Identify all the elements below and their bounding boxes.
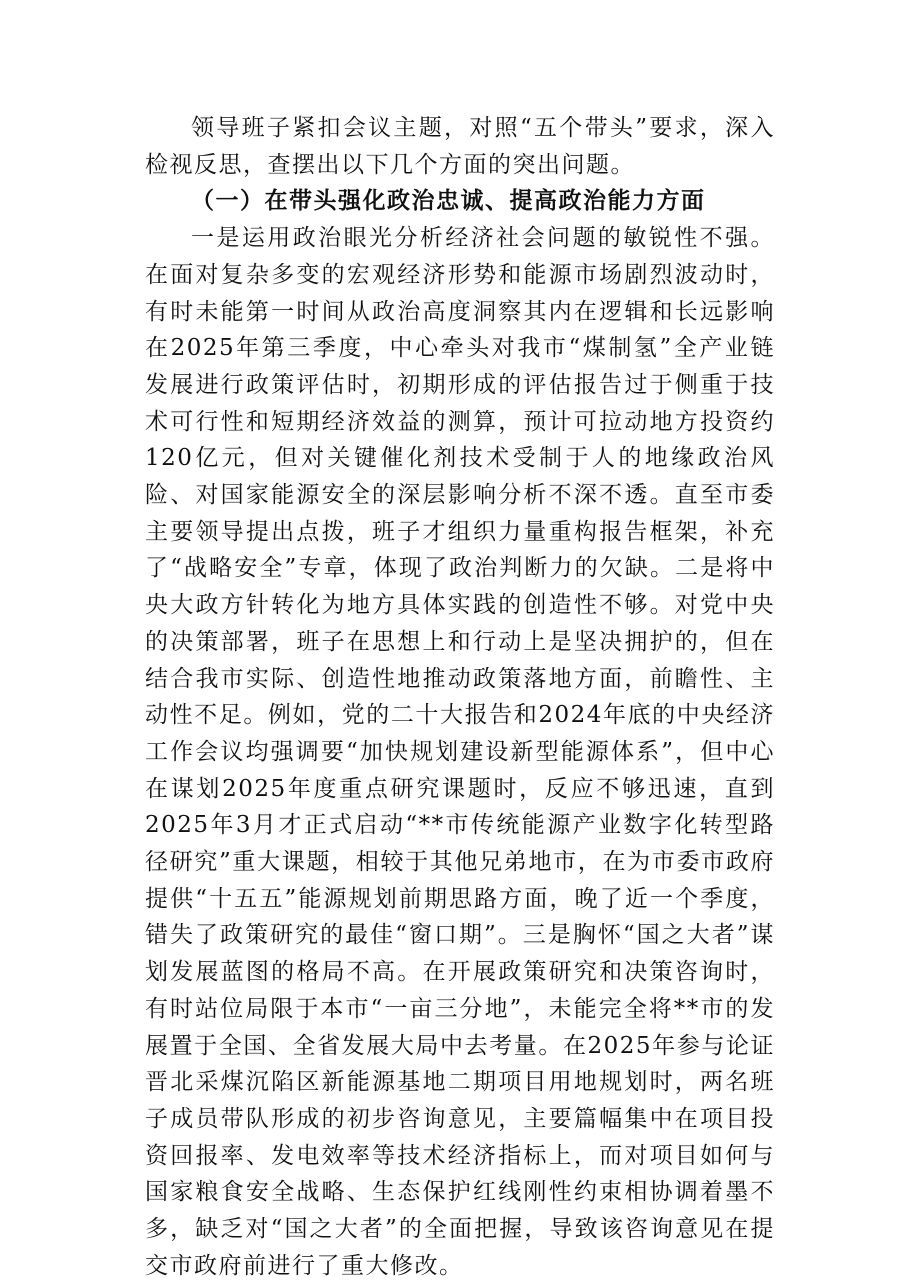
intro-paragraph: 领导班子紧扣会议主题，对照“五个带头”要求，深入检视反思，查摆出以下几个方面的突出问题。 <box>145 115 775 178</box>
document-body <box>145 110 775 1285</box>
section-heading: （一）在带头强化政治忠诚、提高政治能力方面 <box>191 187 706 215</box>
body-paragraph: 一是运用政治眼光分析经济社会问题的敏锐性不强。在面对复杂多变的宏观经济形势和能源市场剧烈波动时，有时未能第一时间从政治高度洞察其内在逻辑和长远影响在2025年第三季度，中心牵头对我市“煤制氢”全产业链发展进行政策评估时，初期形成的评估报告过于侧重于技术可行性和短期经济效益的测算，预计可拉动地方投资约120亿元，但对关键催化剂技术受制于人的地缘政治风险、对国家能源安全的深层影响分析不深不透。直至市委主要领导提出点拨，班子才组织力量重构报告框架，补充了“战略安全”专章，体现了政治判断力的欠缺。二是将中央大政方针转化为地方具体实践的创造性不够。对党中央的决策部署，班子在思想上和行动上是坚决拥护的，但在结合我市实际、创造性地推动政策落地方面，前瞻性、主动性不足。例如，党的二十大报告和2024年底的中央经济工作会议均强调要“加快规划建设新型能源体系”，但中心在谋划2025年度重点研究课题时，反应不够迅速，直到2025年3月才正式启动“**市传统能源产业数字化转型路径研究”重大课题，相较于其他兄弟地市，在为市委市政府提供“十五五”能源规划前期思路方面，晚了近一个季度，错失了政策研究的最佳“窗口期”。三是胸怀“国之大者”谋划发展蓝图的格局不高。在开展政策研究和决策咨询时，有时站位局限于本市“一亩三分地”，未能完全将**市的发展置于全国、全省发展大局中去考量。在2025年参与论证晋北采煤沉陷区新能源基地二期项目用地规划时，两名班子成员带队形成的初步咨询意见，主要篇幅集中在项目投资回报率、发电效率等技术经济指标上，而对项目如何与国家粮食安全战略、生态保护红线刚性约束相协调着墨不多，缺乏对“国之大者”的全面把握，导致该咨询意见在提交市政府前进行了重大修改。 <box>145 225 775 1279</box>
